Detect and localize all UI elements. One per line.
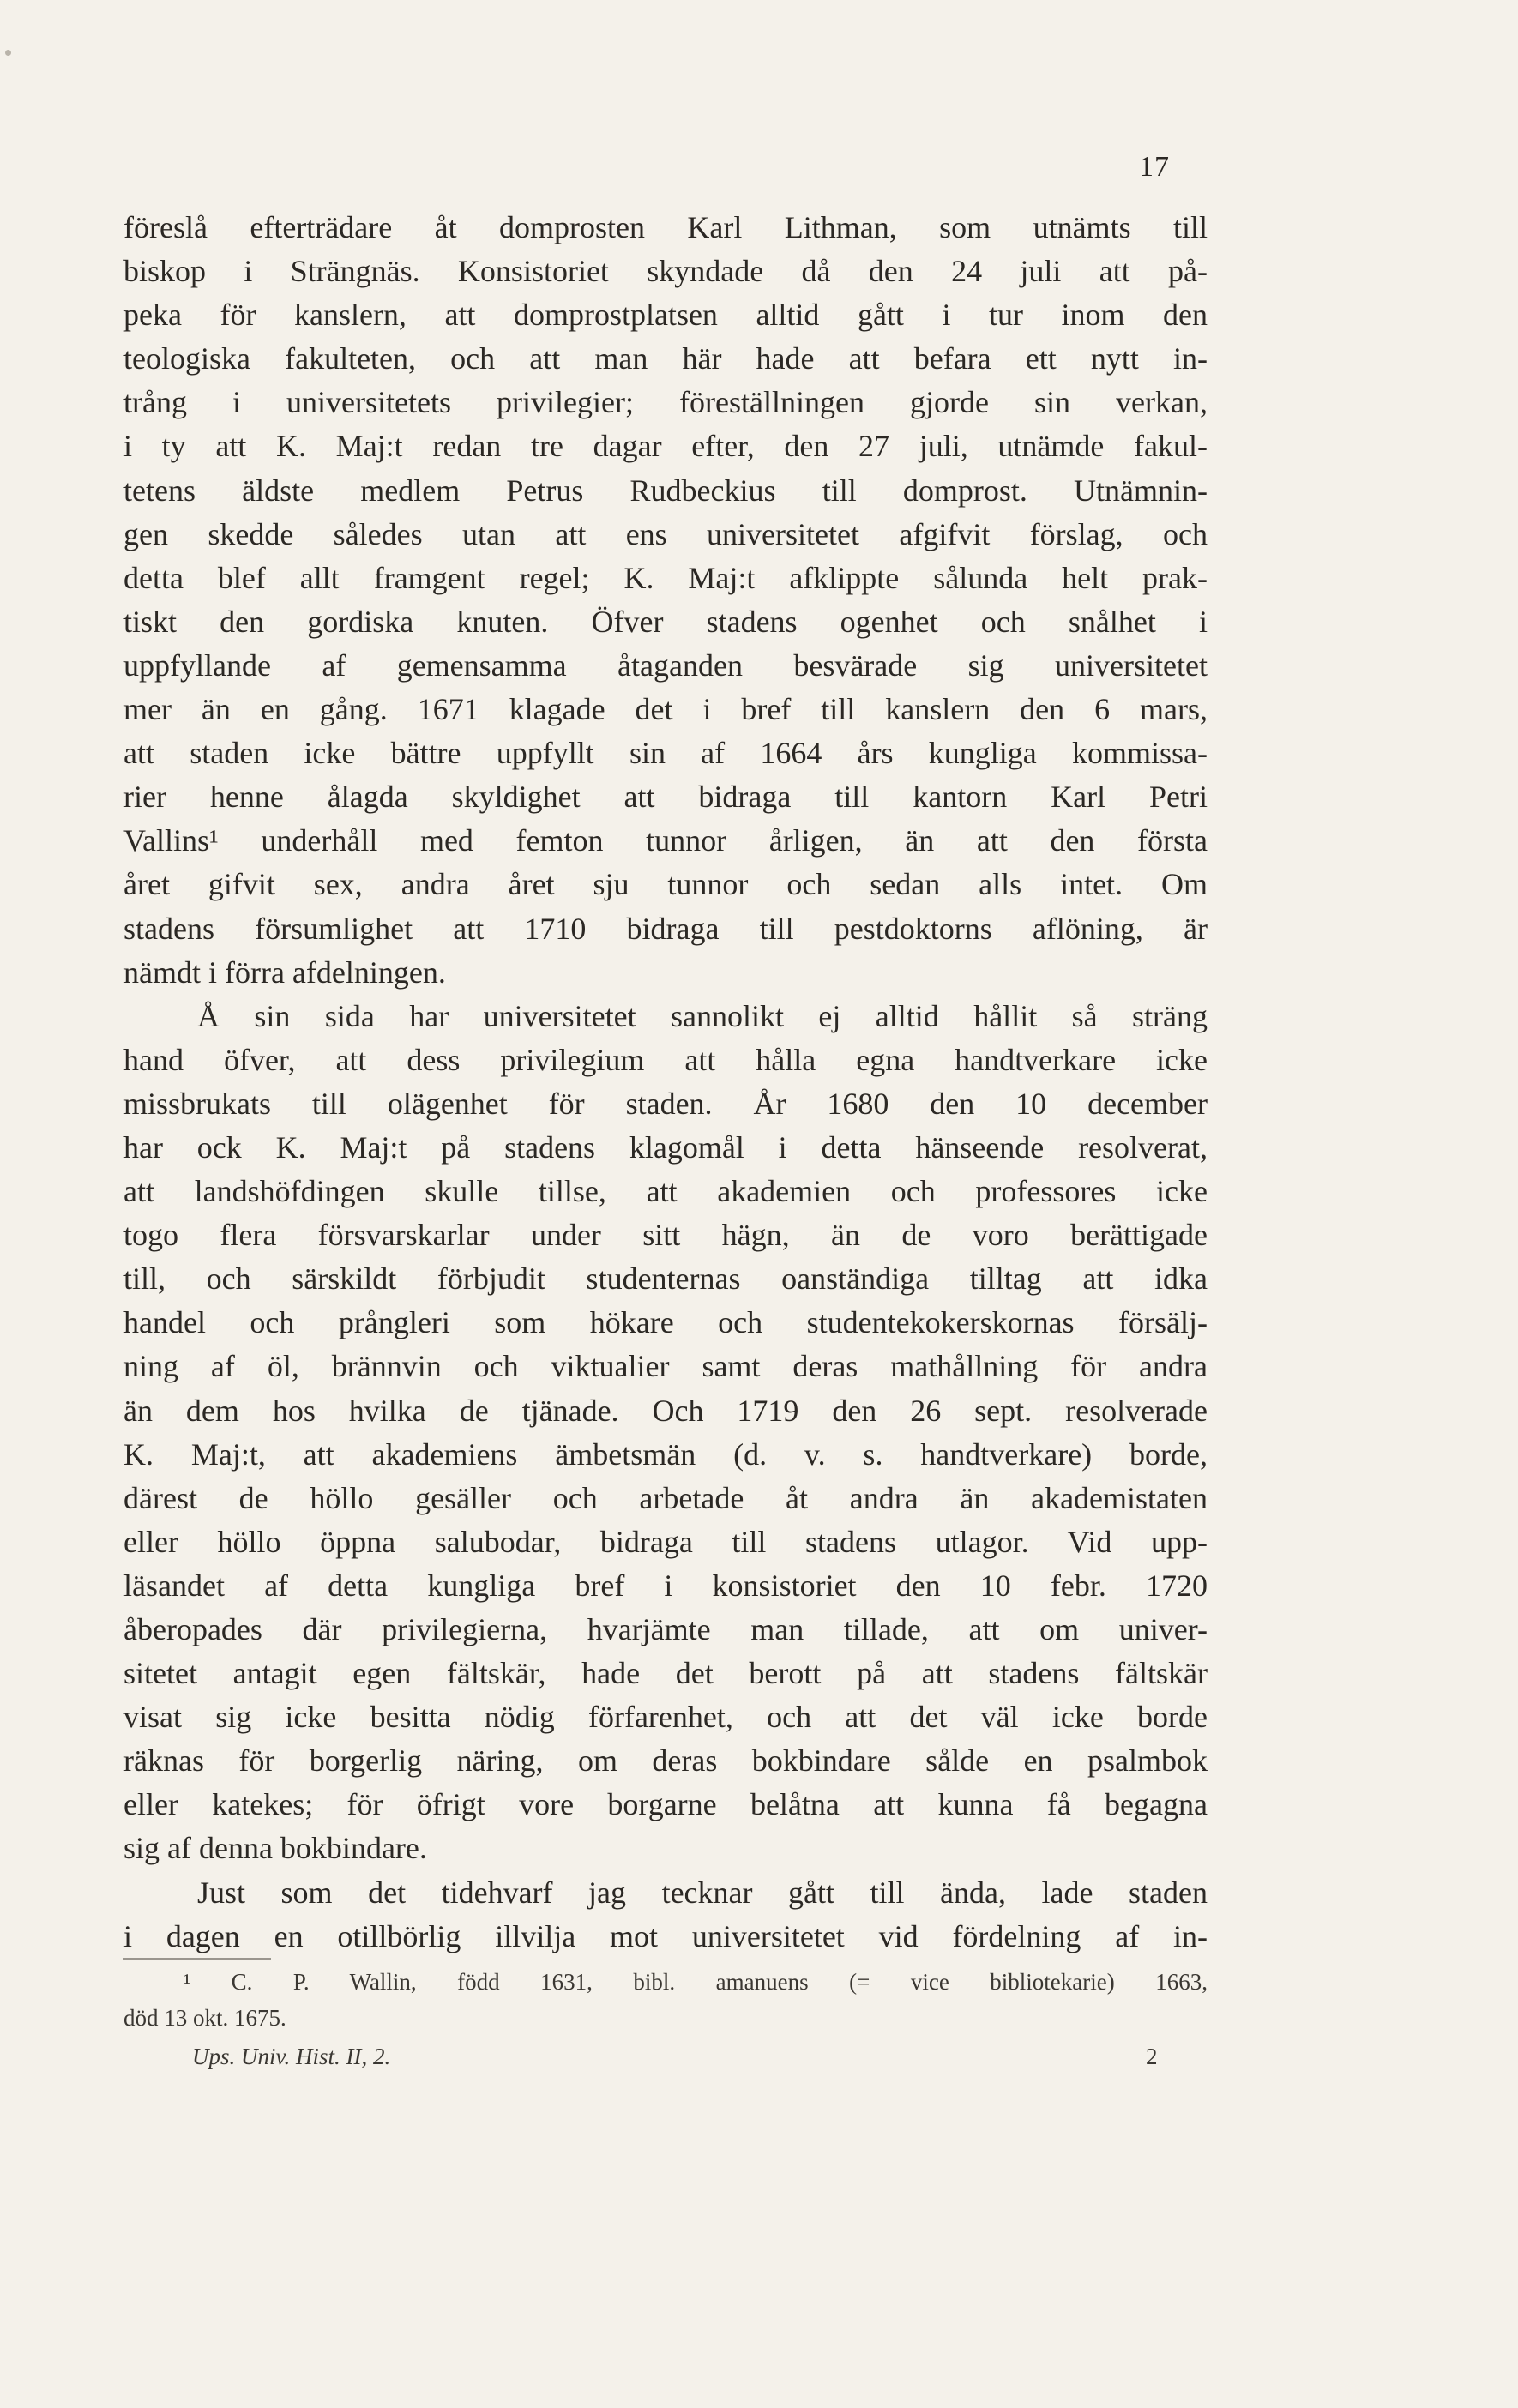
body-line: räknas för borgerlig näring, om deras bokbindare sålde en psalmbok [123, 1743, 1208, 1779]
footnote-divider [123, 1958, 271, 1960]
body-line: biskop i Strängnäs. Konsistoriet skyndade då den 24 juli att på- [123, 254, 1208, 289]
body-line: eller katekes; för öfrigt vore borgarne belåtna att kunna få begagna [123, 1787, 1208, 1822]
body-line: därest de höllo gesäller och arbetade åt andra än akademistaten [123, 1480, 1208, 1515]
body-line: året gifvit sex, andra året sju tunnor och sedan alls intet. Om [123, 867, 1208, 902]
body-line: i ty att K. Maj:t redan tre dagar efter, den 27 juli, utnämde fakul- [123, 429, 1208, 464]
body-line: rier henne ålagda skyldighet att bidraga till kantorn Karl Petri [123, 780, 1208, 815]
page-number: 17 [1139, 151, 1170, 183]
body-line: åberopades där privilegierna, hvarjämte man tillade, att om univer- [123, 1612, 1208, 1646]
body-line: hand öfver, att dess privilegium att hålla egna handtverkare icke [123, 1042, 1208, 1077]
body-line: sitetet antagit egen fältskär, hade det berott på att stadens fältskär [123, 1656, 1208, 1691]
signature-mark: Ups. Univ. Hist. II, 2. [192, 2044, 391, 2069]
body-line: Å sin sida har universitetet sannolikt ej alltid hållit så sträng [197, 998, 1208, 1033]
body-line: missbrukats till olägenhet för staden. År 1680 den 10 december [123, 1086, 1208, 1121]
footnote-line: ¹ C. P. Wallin, född 1631, bibl. amanuens (= vice bibliotekarie) 1663, [184, 1969, 1208, 1995]
body-line: eller höllo öppna salubodar, bidraga till stadens utlagor. Vid upp- [123, 1524, 1208, 1559]
body-line: detta blef allt framgent regel; K. Maj:t afklippte sålunda helt prak- [123, 560, 1208, 595]
body-line: ning af öl, brännvin och viktualier samt deras mathållning för andra [123, 1349, 1208, 1384]
body-text [123, 206, 1208, 1959]
body-line: nämdt i förra afdelningen. [123, 954, 446, 990]
body-line: visat sig icke besitta nödig förfarenhet, och att det väl icke borde [123, 1700, 1208, 1735]
body-line: Just som det tidehvarf jag tecknar gått till ända, lade staden [197, 1875, 1208, 1910]
body-line: togo flera försvarskarlar under sitt hägn, än de voro berättigade [123, 1218, 1208, 1253]
body-line: peka för kanslern, att domprostplatsen alltid gått i tur inom den [123, 298, 1208, 333]
body-line: har ock K. Maj:t på stadens klagomål i detta hänseende resolverat, [123, 1129, 1208, 1165]
body-line: än dem hos hvilka de tjänade. Och 1719 den 26 sept. resolverade [123, 1393, 1208, 1428]
page-edge-mark [5, 50, 11, 56]
body-line: handel och prångleri som hökare och studentekokerskornas försälj- [123, 1305, 1208, 1340]
body-line: föreslå efterträdare åt domprosten Karl Lithman, som utnämts till [123, 210, 1208, 244]
body-line: Vallins¹ underhåll med femton tunnor årligen, än att den första [123, 823, 1208, 858]
footnote-line: död 13 okt. 1675. [123, 2005, 286, 2031]
signature-number: 2 [1146, 2044, 1158, 2069]
body-line: trång i universitetets privilegier; föreställningen gjorde sin verkan, [123, 385, 1208, 420]
body-line: teologiska fakulteten, och att man här hade att befara ett nytt in- [123, 341, 1208, 376]
body-line: i dagen en otillbörlig illvilja mot universitetet vid fördelning af in- [123, 1918, 1208, 1953]
body-line: K. Maj:t, att akademiens ämbetsmän (d. v. s. handtverkare) borde, [123, 1436, 1208, 1472]
body-line: uppfyllande af gemensamma åtaganden besvärade sig universitetet [123, 647, 1208, 683]
body-line: gen skedde således utan att ens universitetet afgifvit förslag, och [123, 516, 1208, 551]
body-line: tiskt den gordiska knuten. Öfver stadens ogenhet och snålhet i [123, 604, 1208, 639]
body-line: tetens äldste medlem Petrus Rudbeckius till domprost. Utnämnin- [123, 473, 1208, 508]
body-line: stadens försumlighet att 1710 bidraga till pestdoktorns aflöning, är [123, 911, 1208, 946]
body-line: till, och särskildt förbjudit studenternas oanständiga tilltag att idka [123, 1261, 1208, 1297]
footnote [123, 1964, 1208, 2036]
body-line: att landshöfdingen skulle tillse, att akademien och professores icke [123, 1174, 1208, 1209]
body-line: sig af denna bokbindare. [123, 1831, 427, 1866]
body-line: läsandet af detta kungliga bref i konsistoriet den 10 febr. 1720 [123, 1568, 1208, 1603]
body-line: mer än en gång. 1671 klagade det i bref till kanslern den 6 mars, [123, 692, 1208, 727]
body-line: att staden icke bättre uppfyllt sin af 1664 års kungliga kommissa- [123, 736, 1208, 771]
